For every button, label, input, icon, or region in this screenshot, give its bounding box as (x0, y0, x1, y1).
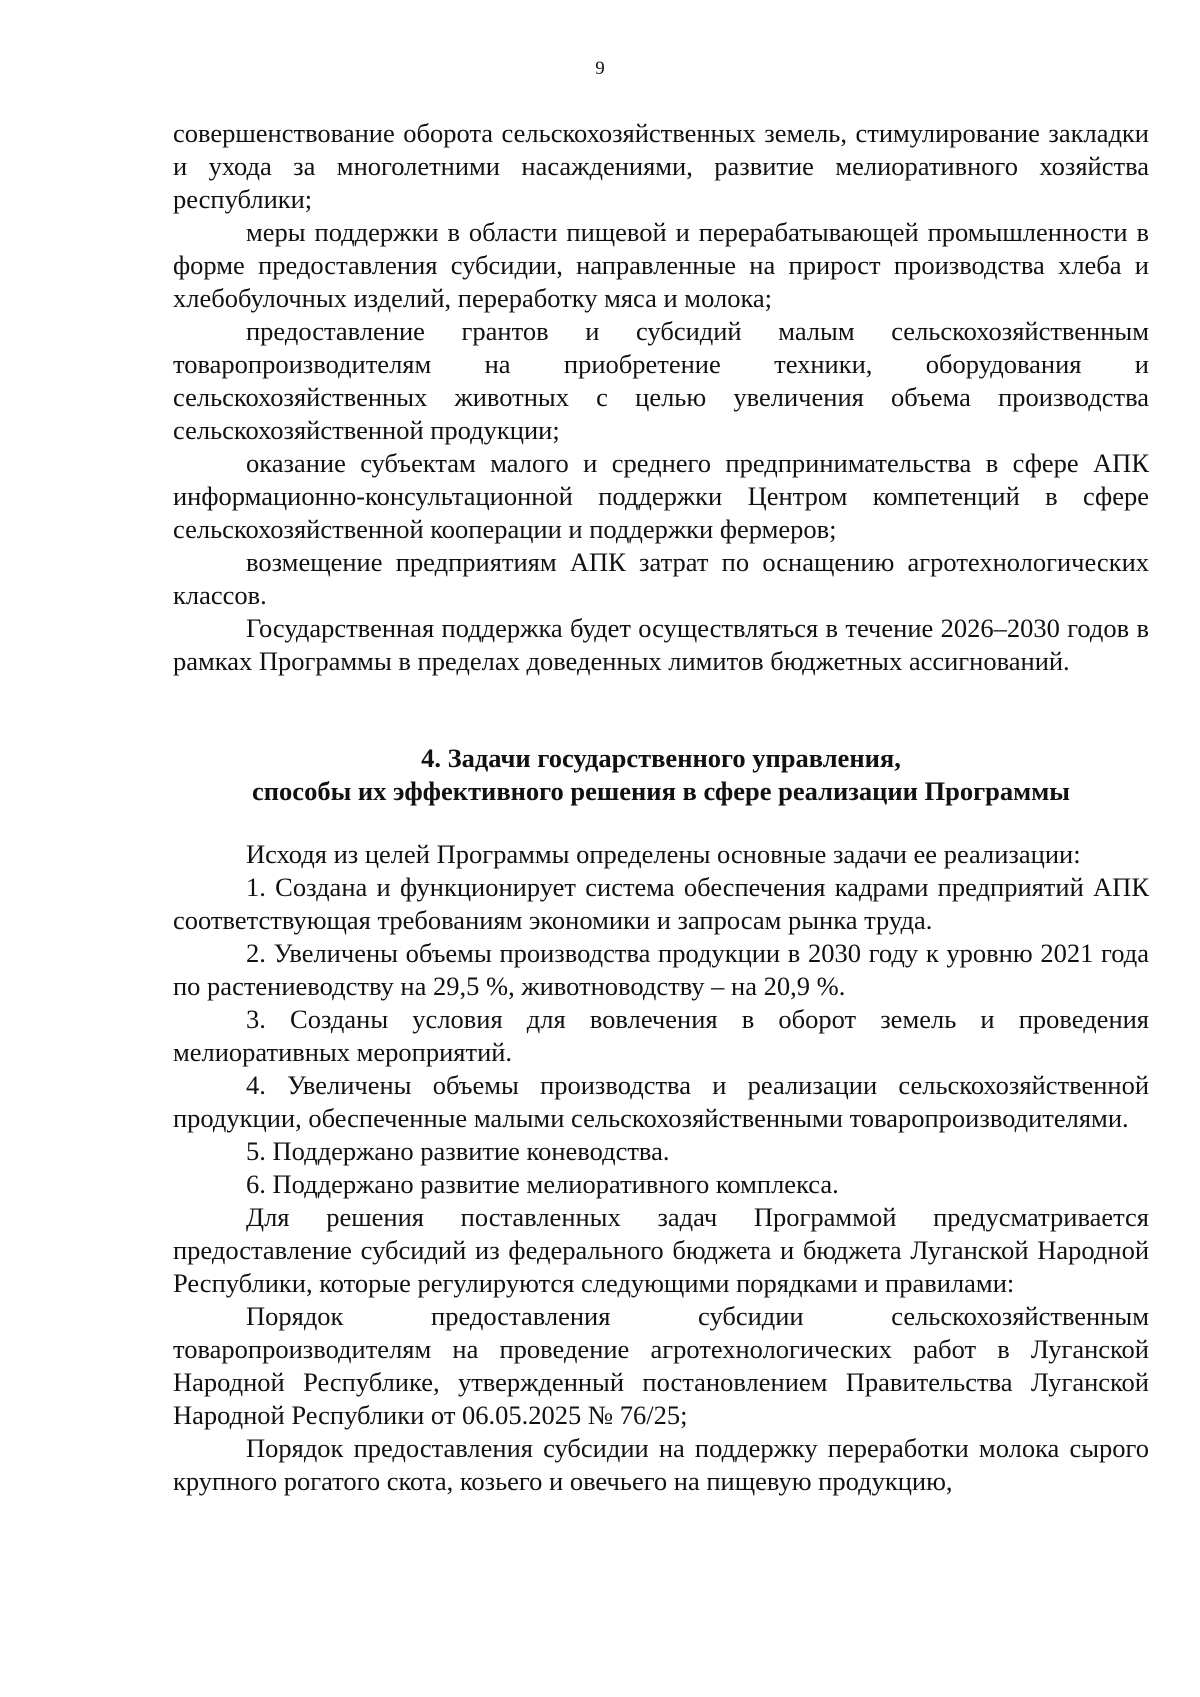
paragraph-agrotech-classes: возмещение предприятиям АПК затрат по оснащению агротехнологических классов. (173, 547, 1149, 610)
paragraph-task-5: 5. Поддержано развитие коневодства. (246, 1136, 670, 1166)
paragraph-land-turnover: совершенствование оборота сельскохозяйственных земель, стимулирование закладки и ухода за многолетними насаждениями, развитие мелиоративного хозяйства республики; (173, 118, 1149, 214)
paragraph-consulting-support: оказание субъектам малого и среднего предпринимательства в сфере АПК информационно-консультационной поддержки Центром компетенций в сфере сельскохозяйственной кооперации и поддержки фермеров; (173, 448, 1149, 544)
section-1-body (173, 117, 1149, 678)
section-4-heading-line-1: 4. Задачи государственного управления, (421, 743, 901, 773)
paragraph-subsidy-rules: Для решения поставленных задач Программой предусматривается предоставление субсидий из федерального бюджета и бюджета Луганской Народной Республики, которые регулируются следующими порядками и правилами: (173, 1202, 1149, 1298)
paragraph-state-support: Государственная поддержка будет осуществляться в течение 2026–2030 годов в рамках Программы в пределах доведенных лимитов бюджетных ассигнований. (173, 613, 1149, 676)
paragraph-grants-subsidies: предоставление грантов и субсидий малым сельскохозяйственным товаропроизводителям на приобретение техники, оборудования и сельскохозяйственных животных с целью увеличения объема производства сельскохозяйственной продукции; (173, 316, 1149, 445)
paragraph-food-industry-support: меры поддержки в области пищевой и перерабатывающей промышленности в форме предоставления субсидии, направленные на прирост производства хлеба и хлебобулочных изделий, переработку мяса и молока; (173, 217, 1149, 313)
section-4-heading-line-2: способы их эффективного решения в сфере реализации Программы (252, 776, 1070, 806)
page-number: 9 (595, 58, 605, 79)
section-4-heading (173, 742, 1149, 808)
paragraph-milk-processing-order: Порядок предоставления субсидии на поддержку переработки молока сырого крупного рогатого скота, козьего и овечьего на пищевую продукцию, (173, 1433, 1149, 1496)
paragraph-task-6: 6. Поддержано развитие мелиоративного комплекса. (246, 1169, 839, 1199)
paragraph-task-4: 4. Увеличены объемы производства и реализации сельскохозяйственной продукции, обеспеченные малыми сельскохозяйственными товаропроизводителями. (173, 1070, 1149, 1133)
paragraph-task-1: 1. Создана и функционирует система обеспечения кадрами предприятий АПК соответствующая требованиям экономики и запросам рынка труда. (173, 872, 1149, 935)
paragraph-task-3: 3. Созданы условия для вовлечения в оборот земель и проведения мелиоративных мероприятий. (173, 1004, 1149, 1067)
paragraph-tasks-intro: Исходя из целей Программы определены основные задачи ее реализации: (246, 839, 1081, 869)
paragraph-agrotech-works-order: Порядок предоставления субсидии сельскохозяйственным товаропроизводителям на проведение агротехнологических работ в Луганской Народной Республике, утвержденный постановлением Правительства Луганской Народной Республики от 06.05.2025 № 76/25; (173, 1301, 1149, 1430)
paragraph-task-2: 2. Увеличены объемы производства продукции в 2030 году к уровню 2021 года по растениеводству на 29,5 %, животноводству – на 20,9 %. (173, 938, 1149, 1001)
section-4-body (173, 838, 1149, 1498)
